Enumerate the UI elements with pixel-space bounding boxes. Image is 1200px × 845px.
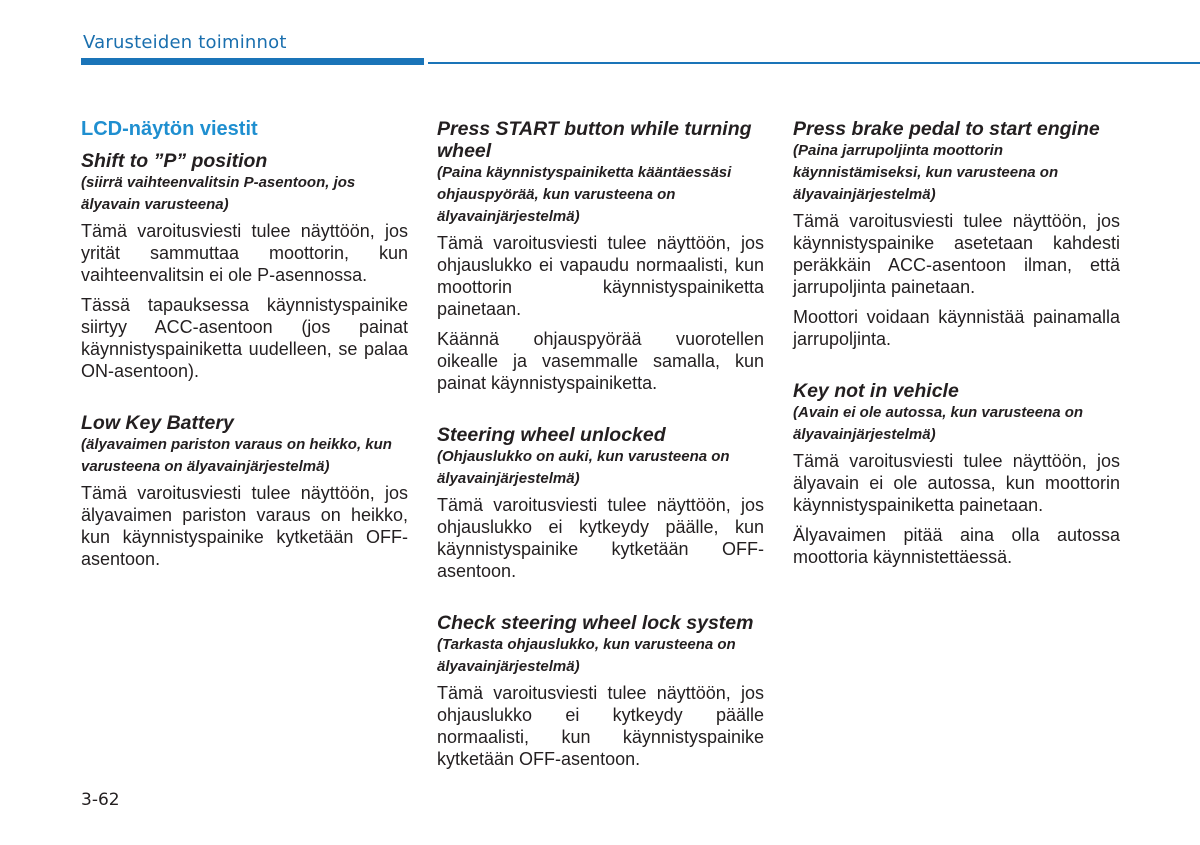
entry-title: Steering wheel unlocked [437,424,666,446]
header-rule [428,62,1200,64]
message-entry-press-brake-pedal [793,118,1120,350]
entry-subtitle: (Ohjauslukko on auki, kun varusteena on älyavainjärjestelmä) [437,448,730,487]
message-entry-press-start-button [437,118,764,394]
entry-title: Press START button while turning wheel [437,118,752,162]
entry-title: Shift to ”P” position [81,150,268,172]
section-header-title: Varusteiden toiminnot [83,32,287,53]
entry-title: Low Key Battery [81,412,234,434]
entry-paragraph: Moottori voidaan käynnistää painamalla jarrupoljinta. [793,307,1120,349]
message-entry-key-not-in-vehicle [793,380,1120,568]
spacer [437,402,764,424]
spacer [81,390,408,412]
message-entry-check-steering-lock [437,612,764,770]
column-1 [81,118,408,578]
section-title: LCD-näytön viestit [81,118,258,140]
header-accent-bar [81,58,424,65]
entry-title: Check steering wheel lock system [437,612,754,634]
entry-paragraph: Tämä varoitusviesti tulee näyttöön, jos käynnistyspainike asetetaan kahdesti peräkkäin ACC-asentoon ilman, että jarrupoljinta painetaan. [793,211,1120,297]
entry-title: Key not in vehicle [793,380,959,402]
entry-subtitle: (Avain ei ole autossa, kun varusteena on älyavainjärjestelmä) [793,404,1084,443]
entry-paragraph: Tämä varoitusviesti tulee näyttöön, jos yrität sammuttaa moottorin, kun vaihteenvalitsin ei ole P-asennossa. [81,221,408,285]
message-entry-steering-wheel-unlocked [437,424,764,582]
page-number: 3-62 [81,790,120,810]
entry-paragraph: Tämä varoitusviesti tulee näyttöön, jos ohjauslukko ei kytkeydy päälle, kun käynnistyspainike kytketään OFF-asentoon. [437,495,764,581]
entry-subtitle: (Tarkasta ohjauslukko, kun varusteena on älyavainjärjestelmä) [437,636,736,675]
column-2 [437,118,764,778]
entry-title: Press brake pedal to start engine [793,118,1100,140]
entry-paragraph: Älyavaimen pitää aina olla autossa moottoria käynnistettäessä. [793,525,1120,567]
column-3 [793,118,1120,576]
entry-subtitle: (Paina jarrupoljinta moottorin käynnistämiseksi, kun varusteena on älyavainjärjestelmä) [793,142,1059,203]
entry-subtitle: (siirrä vaihteenvalitsin P-asentoon, jos älyavain varusteena) [81,174,356,213]
spacer [793,358,1120,380]
entry-subtitle: (älyavaimen pariston varaus on heikko, kun varusteena on älyavainjärjestelmä) [81,436,392,475]
entry-paragraph: Tämä varoitusviesti tulee näyttöön, jos ohjauslukko ei kytkeydy päälle normaalisti, kun käynnistyspainike kytketään OFF-asentoon. [437,683,764,769]
entry-subtitle: (Paina käynnistyspainiketta kääntäessäsi ohjauspyörää, kun varusteena on älyavainjärjestelmä) [437,164,732,225]
entry-paragraph: Tämä varoitusviesti tulee näyttöön, jos älyavaimen pariston varaus on heikko, kun käynnistyspainike kytketään OFF-asentoon. [81,483,408,569]
entry-paragraph: Käännä ohjauspyörää vuorotellen oikealle ja vasemmalle samalla, kun painat käynnistyspainiketta. [437,329,764,393]
entry-paragraph: Tämä varoitusviesti tulee näyttöön, jos älyavain ei ole autossa, kun moottorin käynnistyspainiketta painetaan. [793,451,1120,515]
message-entry-low-key-battery [81,412,408,570]
spacer [437,590,764,612]
entry-paragraph: Tämä varoitusviesti tulee näyttöön, jos ohjauslukko ei vapaudu normaalisti, kun moottorin käynnistyspainiketta painetaan. [437,233,764,319]
message-entry-shift-to-p [81,150,408,382]
entry-paragraph: Tässä tapauksessa käynnistyspainike siirtyy ACC-asentoon (jos painat käynnistyspainiketta uudelleen, se palaa ON-asentoon). [81,295,408,381]
